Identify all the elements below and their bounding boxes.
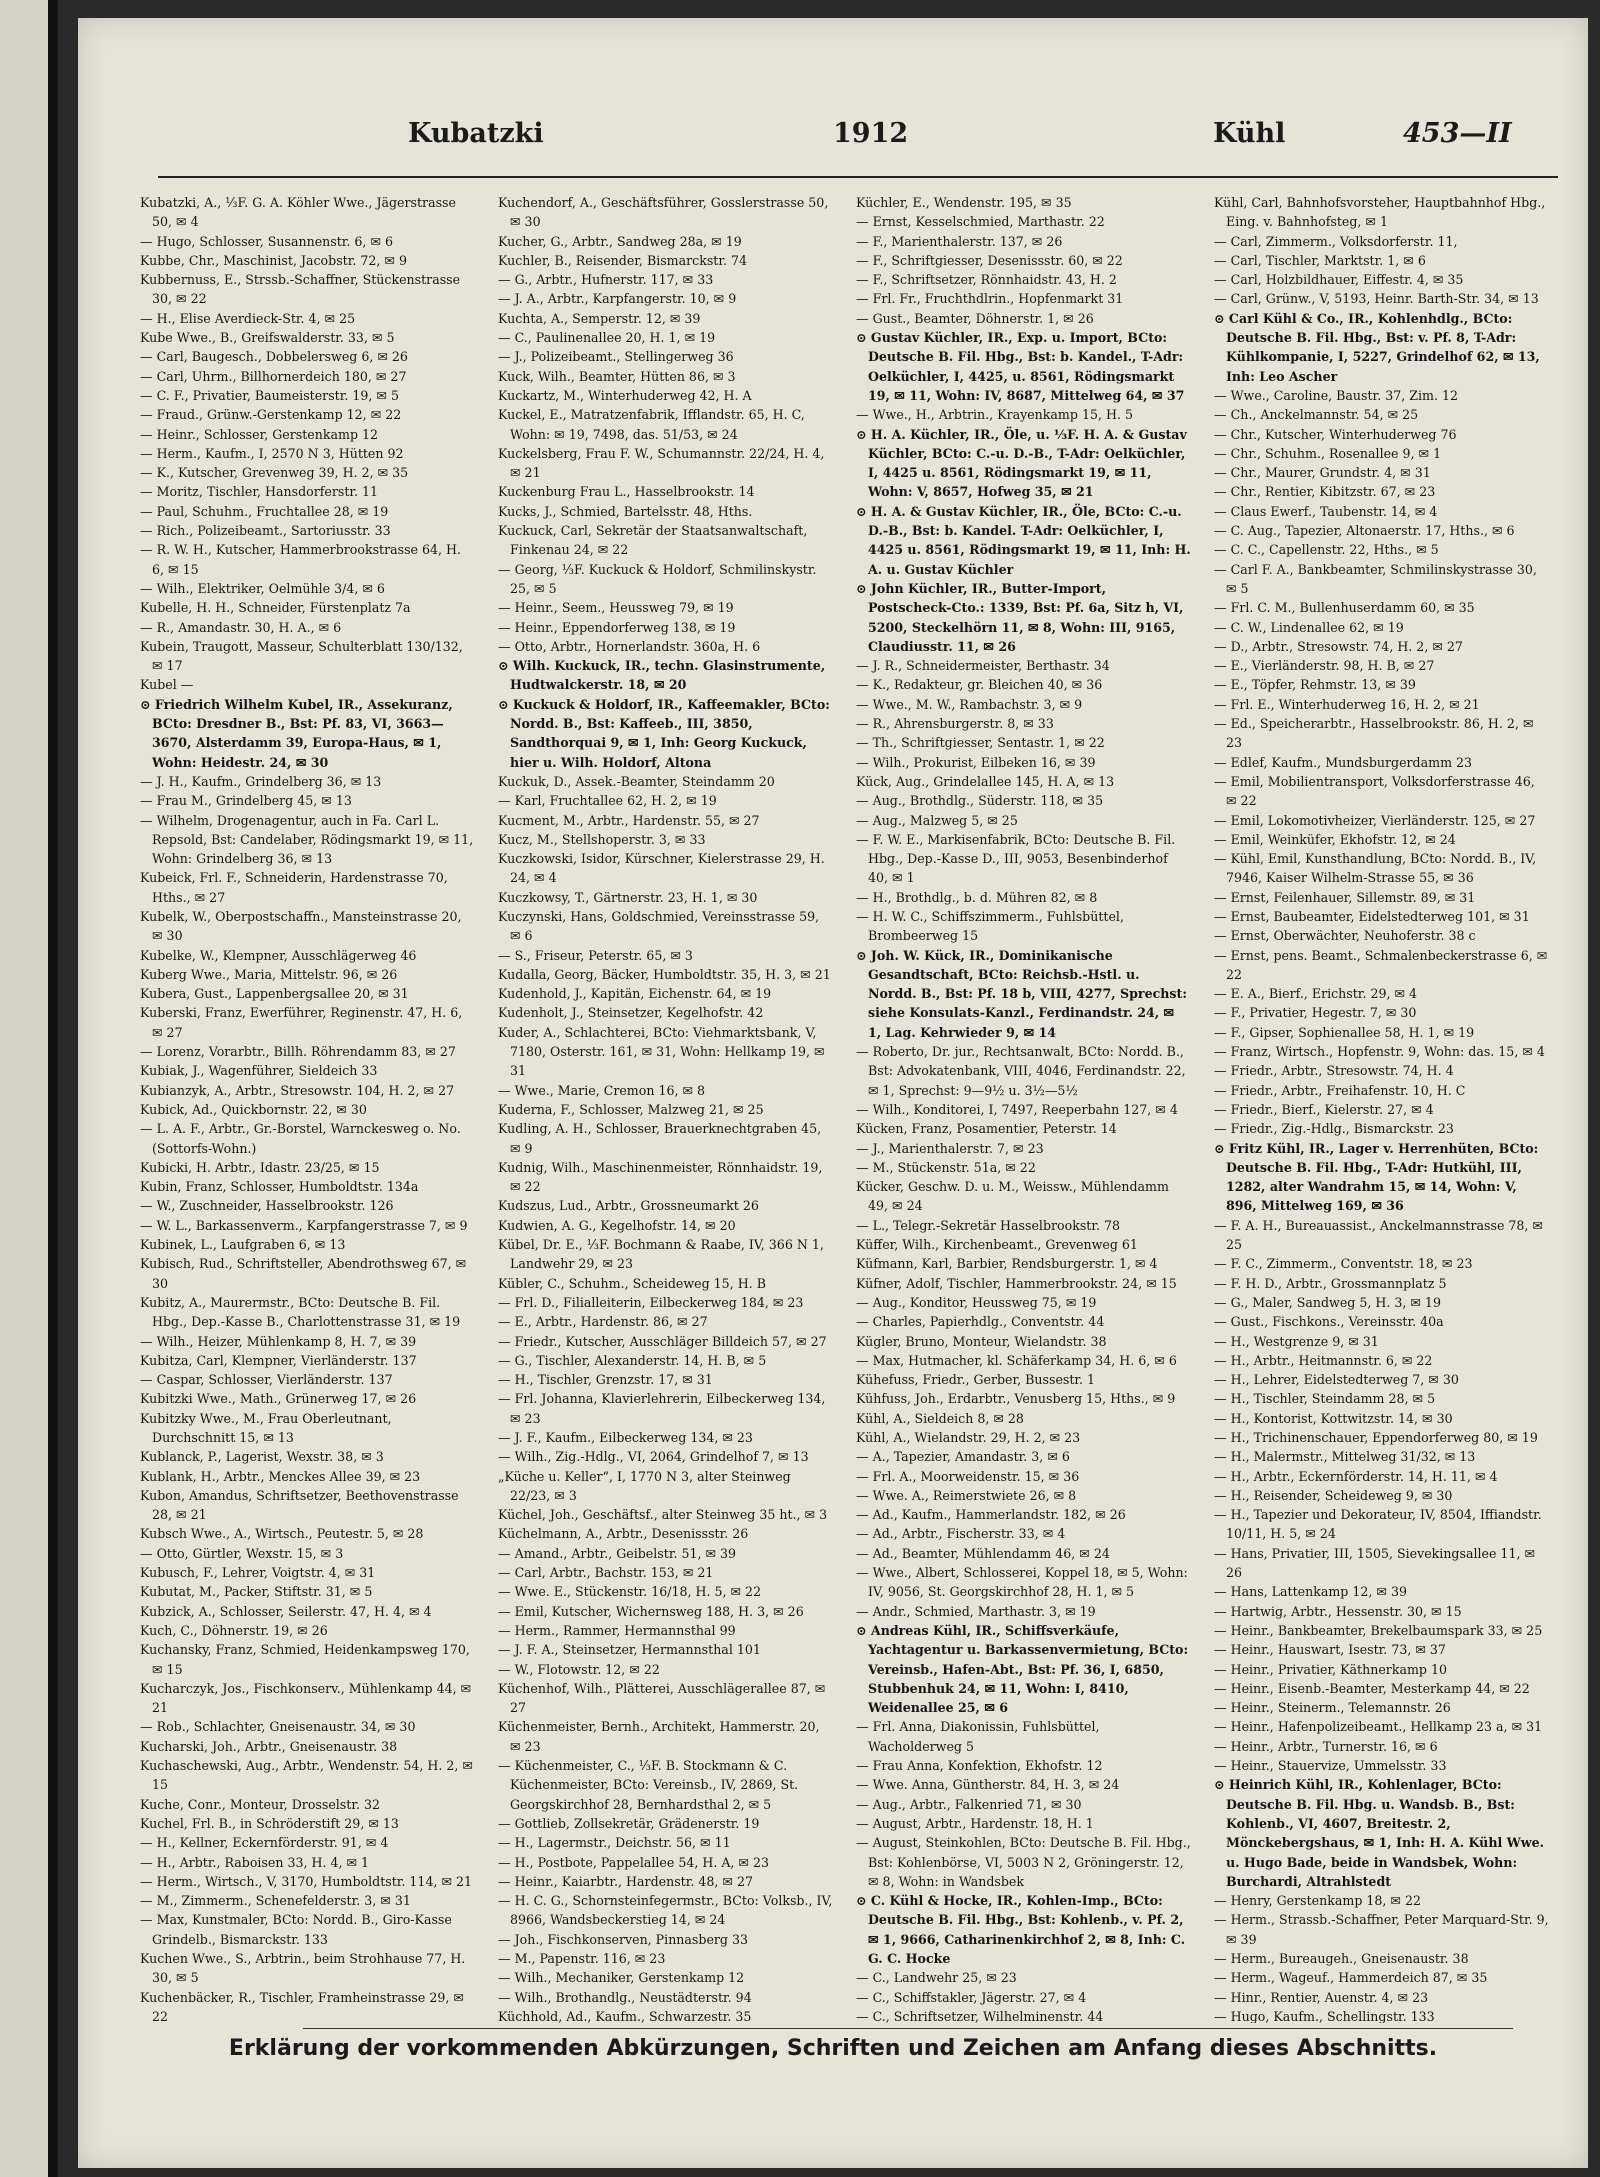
header-rule <box>158 176 1558 178</box>
directory-entry: Kubianzyk, A., Arbtr., Stresowstr. 104, H. 2, ✉ 27 <box>140 1082 455 1098</box>
directory-entry: Kubatzki, A., ⅓F. G. A. Köhler Wwe., Jägerstrasse 50, ✉ 4 <box>140 195 456 230</box>
directory-entry: — Chr., Kutscher, Winterhuderweg 76 <box>1214 426 1457 442</box>
directory-entry: — Wilh., Elektriker, Oelmühle 3/4, ✉ 6 <box>140 580 385 596</box>
directory-entry: — J. F. A., Steinsetzer, Hermannsthal 101 <box>498 1642 761 1658</box>
directory-entry: — R., Ahrensburgerstr. 8, ✉ 33 <box>856 716 1054 732</box>
directory-entry: — H. W. C., Schiffszimmerm., Fuhlsbüttel, Brombeerweg 15 <box>856 908 1124 944</box>
directory-entry: — Aug., Arbtr., Falkenried 71, ✉ 30 <box>856 1796 1082 1812</box>
directory-entry: — Ernst, Oberwächter, Neuhoferstr. 38 c <box>1214 928 1476 944</box>
directory-entry: Kuchenbäcker, R., Tischler, Framheinstrasse 29, ✉ 22 <box>140 1989 464 2023</box>
directory-entry: — Gottlieb, Zollsekretär, Grädenerstr. 19 <box>498 1815 760 1831</box>
header-last-entry: Kühl <box>1213 118 1286 149</box>
directory-entry: — Friedr., Zig.-Hdlg., Bismarckstr. 23 <box>1214 1121 1454 1137</box>
directory-entry: Kucharski, Joh., Arbtr., Gneisenaustr. 38 <box>140 1738 398 1754</box>
directory-entry: Küchenhof, Wilh., Plätterei, Ausschlägerallee 87, ✉ 27 <box>498 1680 826 1716</box>
directory-entry: Kube Wwe., B., Greifswalderstr. 33, ✉ 5 <box>140 330 395 346</box>
directory-entry: — Ernst, Kesselschmied, Marthastr. 22 <box>856 214 1105 230</box>
directory-entry: ⊙ John Küchler, IR., Butter-Import, Postscheck-Cto.: 1339, Bst: Pf. 6a, Sitz h, VI, 5200, Steckelhörn 11, ✉ 8, Wohn: III, 9165, Claudiusstr. 11, ✉ 26 <box>856 580 1184 654</box>
directory-entry: Kück, Aug., Grindelallee 145, H. A, ✉ 13 <box>856 773 1115 789</box>
directory-entry: Kubbe, Chr., Maschinist, Jacobstr. 72, ✉ 9 <box>140 252 407 268</box>
directory-entry: Kubick, Ad., Quickbornstr. 22, ✉ 30 <box>140 1101 367 1117</box>
directory-entry: Kübler, C., Schuhm., Scheideweg 15, H. B <box>498 1275 766 1291</box>
directory-entry: Küffer, Wilh., Kirchenbeamt., Grevenweg 61 <box>856 1237 1138 1253</box>
directory-entry: — Carl, Zimmerm., Volksdorferstr. 11, <box>1214 233 1458 249</box>
directory-entry: — D., Arbtr., Stresowstr. 74, H. 2, ✉ 27 <box>1214 638 1463 654</box>
directory-entry: — H., Tapezier und Dekorateur, IV, 8504, Iffiandstr. 10/11, H. 5, ✉ 24 <box>1214 1507 1542 1542</box>
directory-entry: — A., Tapezier, Amandastr. 3, ✉ 6 <box>856 1449 1070 1465</box>
directory-entry: — G., Maler, Sandweg 5, H. 3, ✉ 19 <box>1214 1294 1441 1310</box>
directory-entry: — Chr., Rentier, Kibitzstr. 67, ✉ 23 <box>1214 484 1436 500</box>
directory-entry: ⊙ Joh. W. Kück, IR., Dominikanische Gesandtschaft, BCto: Reichsb.-Hstl. u. Nordd. B., Bst: Pf. 18 b, VIII, 4277, Sprechst: siehe Konsulats-Kanzl., Ferdinandstr. 24, ✉ 1, Lag. Kehrwieder 9, ✉ 14 <box>856 947 1187 1040</box>
directory-entry: — Wwe., Albert, Schlosserei, Koppel 18, ✉ 5, Wohn: IV, 9056, St. Georgskirchhof 28, H. 1, ✉ 5 <box>856 1565 1188 1600</box>
directory-entry: — M., Stückenstr. 51a, ✉ 22 <box>856 1159 1036 1175</box>
directory-entry: — Wwe., H., Arbtrin., Krayenkamp 15, H. 5 <box>856 407 1133 423</box>
directory-entry: — K., Redakteur, gr. Bleichen 40, ✉ 36 <box>856 677 1103 693</box>
directory-entry: Kücker, Geschw. D. u. M., Weissw., Mühlendamm 49, ✉ 24 <box>856 1179 1169 1214</box>
directory-entry: — Emil, Kutscher, Wichernsweg 188, H. 3, ✉ 26 <box>498 1603 804 1619</box>
directory-entry: Kubelke, W., Klempner, Ausschlägerweg 46 <box>140 947 417 963</box>
directory-entry: — F., Schriftgiesser, Desenissstr. 60, ✉ 22 <box>856 252 1123 268</box>
directory-entry: Kubeick, Frl. F., Schneiderin, Hardenstrasse 70, Hths., ✉ 27 <box>140 870 448 905</box>
directory-entry: — August, Arbtr., Hardenstr. 18, H. 1 <box>856 1815 1094 1831</box>
directory-entry: — Georg, ⅓F. Kuckuck & Holdorf, Schmilinskystr. 25, ✉ 5 <box>498 561 817 596</box>
directory-entry: — Herm., Rammer, Hermannsthal 99 <box>498 1622 736 1638</box>
directory-entry: Kuch, C., Döhnerstr. 19, ✉ 26 <box>140 1622 328 1638</box>
directory-entry: — Herm., Kaufm., I, 2570 N 3, Hütten 92 <box>140 445 404 461</box>
directory-entry: — Herm., Strassb.-Schaffner, Peter Marquard-Str. 9, ✉ 39 <box>1214 1912 1549 1947</box>
directory-entry: — Otto, Gürtler, Wexstr. 15, ✉ 3 <box>140 1545 344 1561</box>
directory-entry: — J. A., Arbtr., Karpfangerstr. 10, ✉ 9 <box>498 291 737 307</box>
directory-entry: Kuck, Wilh., Beamter, Hütten 86, ✉ 3 <box>498 368 736 384</box>
directory-entry: — H., Arbtr., Eckernförderstr. 14, H. 11, ✉ 4 <box>1214 1468 1498 1484</box>
directory-entry: Kühl, Carl, Bahnhofsvorsteher, Hauptbahnhof Hbg., Eing. v. Bahnhofsteg, ✉ 1 <box>1214 195 1546 230</box>
directory-entry: Kubera, Gust., Lappenbergsallee 20, ✉ 31 <box>140 986 409 1002</box>
directory-entry: — Carl, Uhrm., Billhornerdeich 180, ✉ 27 <box>140 368 407 384</box>
directory-entry: — Frl. Johanna, Klavierlehrerin, Eilbeckerweg 134, ✉ 23 <box>498 1391 826 1426</box>
directory-entry: Kucks, J., Schmied, Bartelsstr. 48, Hths. <box>498 503 753 519</box>
directory-entry: Kubutat, M., Packer, Stiftstr. 31, ✉ 5 <box>140 1584 373 1600</box>
directory-entry: — Heinr., Arbtr., Turnerstr. 16, ✉ 6 <box>1214 1738 1438 1754</box>
directory-entry: — Herm., Wirtsch., V, 3170, Humboldtstr. 114, ✉ 21 <box>140 1873 473 1889</box>
directory-entry: — Wwe. A., Reimerstwiete 26, ✉ 8 <box>856 1487 1077 1503</box>
directory-entry: — Ad., Kaufm., Hammerlandstr. 182, ✉ 26 <box>856 1507 1126 1523</box>
directory-entry: — Wilh., Heizer, Mühlenkamp 8, H. 7, ✉ 39 <box>140 1333 417 1349</box>
directory-entry: — H. C. G., Schornsteinfegermstr., BCto: Volksb., IV, 8966, Wandsbeckerstieg 14, ✉ 24 <box>498 1893 833 1928</box>
previous-page-edge <box>0 0 58 2177</box>
directory-entry: — E., Töpfer, Rehmstr. 13, ✉ 39 <box>1214 677 1416 693</box>
directory-entry: — Wilhelm, Drogenagentur, auch in Fa. Carl L. Repsold, Bst: Candelaber, Rödingsmarkt 19, ✉ 11, Wohn: Grindelberg 36, ✉ 13 <box>140 812 474 867</box>
directory-entry: Kühl, A., Wielandstr. 29, H. 2, ✉ 23 <box>856 1430 1081 1445</box>
directory-entry: — J. H., Kaufm., Grindelberg 36, ✉ 13 <box>140 773 382 789</box>
directory-entry: Kudszus, Lud., Arbtr., Grossneumarkt 26 <box>498 1198 759 1214</box>
directory-entry: Kublank, H., Arbtr., Menckes Allee 39, ✉ 23 <box>140 1468 421 1484</box>
directory-entry: — Max, Kunstmaler, BCto: Nordd. B., Giro-Kasse Grindelb., Bismarckstr. 133 <box>140 1912 452 1947</box>
directory-entry: ⊙ Andreas Kühl, IR., Schiffsverkäufe, Yachtagentur u. Barkassenvermietung, BCto: Vereinsb., Hafen-Abt., Bst: Pf. 36, I, 6850, Stubbenhuk 24, ✉ 11, Wohn: I, 8410, Weidenallee 25, ✉ 6 <box>856 1622 1189 1716</box>
directory-entry: Kubitzki Wwe., Math., Grünerweg 17, ✉ 26 <box>140 1391 417 1407</box>
directory-entry: — Joh., Fischkonserven, Pinnasberg 33 <box>498 1931 749 1947</box>
directory-entry: Kubitza, Carl, Klempner, Vierländerstr. 137 <box>140 1352 417 1368</box>
directory-entry: Kubitz, A., Maurermstr., BCto: Deutsche B. Fil. Hbg., Dep.-Kasse B., Charlottenstrasse 31, ✉ 19 <box>140 1294 461 1330</box>
directory-entry: — H., Malermstr., Mittelweg 31/32, ✉ 13 <box>1214 1449 1476 1465</box>
directory-entry: — Aug., Brothdlg., Süderstr. 118, ✉ 35 <box>856 793 1104 809</box>
directory-entry: — Friedr., Kutscher, Ausschläger Billdeich 57, ✉ 27 <box>498 1333 827 1349</box>
directory-entry: Kudenholt, J., Steinsetzer, Kegelhofstr. 42 <box>498 1005 764 1021</box>
directory-entry: — Kühl, Emil, Kunsthandlung, BCto: Nordd. B., IV, 7946, Kaiser Wilhelm-Strasse 55, ✉ 36 <box>1214 851 1537 886</box>
directory-entry: — Claus Ewerf., Taubenstr. 14, ✉ 4 <box>1214 503 1438 519</box>
directory-entry: — Friedr., Arbtr., Stresowstr. 74, H. 4 <box>1214 1063 1454 1079</box>
page-header <box>78 118 1588 168</box>
directory-entry: Kuchen Wwe., S., Arbtrin., beim Strohhause 77, H. 30, ✉ 5 <box>140 1951 466 1986</box>
column-3 <box>856 193 1191 2023</box>
directory-entry: — M., Papenstr. 116, ✉ 23 <box>498 1951 666 1967</box>
header-year: 1912 <box>833 118 909 149</box>
directory-entry: Kühefuss, Friedr., Gerber, Bussestr. 1 <box>856 1372 1096 1388</box>
directory-entry: — Heinr., Seem., Heussweg 79, ✉ 19 <box>498 600 734 616</box>
directory-entry: — Rob., Schlachter, Gneisenaustr. 34, ✉ 30 <box>140 1719 416 1735</box>
directory-page <box>78 18 1588 2168</box>
directory-entry: — Heinr., Privatier, Käthnerkamp 10 <box>1214 1661 1447 1677</box>
directory-entry: Kubbernuss, E., Strssb.-Schaffner, Stückenstrasse 30, ✉ 22 <box>140 272 461 307</box>
directory-entry: — H., Tischler, Steindamm 28, ✉ 5 <box>1214 1391 1436 1407</box>
directory-entry: Kudalla, Georg, Bäcker, Humboldtstr. 35, H. 3, ✉ 21 <box>498 966 831 982</box>
directory-entry: — C., Paulinenallee 20, H. 1, ✉ 19 <box>498 330 716 346</box>
directory-entry: — H., Kellner, Eckernförderstr. 91, ✉ 4 <box>140 1835 389 1851</box>
directory-entry: — C., Schriftsetzer, Wilhelminenstr. 44 <box>856 2008 1104 2023</box>
directory-entry: — Frl. D., Filialleiterin, Eilbeckerweg 184, ✉ 23 <box>498 1294 804 1310</box>
directory-entry: — Hinr., Rentier, Auenstr. 4, ✉ 23 <box>1214 1989 1429 2005</box>
directory-entry: — Hans, Lattenkamp 12, ✉ 39 <box>1214 1584 1407 1600</box>
directory-entry: Kuchaschewski, Aug., Arbtr., Wendenstr. 54, H. 2, ✉ 15 <box>140 1758 473 1793</box>
directory-entry: — Carl, Arbtr., Bachstr. 153, ✉ 21 <box>498 1565 714 1581</box>
directory-entry: Kubinek, L., Laufgraben 6, ✉ 13 <box>140 1237 346 1253</box>
directory-entry: Kuche, Conr., Monteur, Drosselstr. 32 <box>140 1796 380 1812</box>
directory-entry: Kubusch, F., Lehrer, Voigtstr. 4, ✉ 31 <box>140 1565 376 1581</box>
directory-entry: Kucz, M., Stellshoperstr. 3, ✉ 33 <box>498 831 706 847</box>
directory-entry: — L., Telegr.-Sekretär Hasselbrookstr. 78 <box>856 1217 1121 1233</box>
directory-entry: — Chr., Maurer, Grundstr. 4, ✉ 31 <box>1214 465 1431 481</box>
directory-entry: — Hugo, Schlosser, Susannenstr. 6, ✉ 6 <box>140 233 394 249</box>
directory-entry: Küchler, E., Wendenstr. 195, ✉ 35 <box>856 195 1072 210</box>
directory-entry: Kubitzky Wwe., M., Frau Oberleutnant, Durchschnitt 15, ✉ 13 <box>140 1410 392 1445</box>
directory-entry: — Friedr., Arbtr., Freihafenstr. 10, H. C <box>1214 1082 1466 1098</box>
directory-entry: ⊙ Gustav Küchler, IR., Exp. u. Import, BCto: Deutsche B. Fil. Hbg., Bst: b. Kandel., T-Adr: Oelküchler, I, 4425, u. 8561, Rödingsmarkt 19, ✉ 11, Wohn: IV, 8687, Mittelweg 64, ✉ 37 <box>856 330 1185 403</box>
directory-entry: — G., Arbtr., Hufnerstr. 117, ✉ 33 <box>498 272 714 288</box>
directory-entry: Kuckuk, D., Assek.-Beamter, Steindamm 20 <box>498 773 775 789</box>
column-4 <box>1214 193 1549 2023</box>
directory-entry: — Frl. A., Moorweidenstr. 15, ✉ 36 <box>856 1468 1080 1484</box>
directory-entry: Kuberski, Franz, Ewerführer, Reginenstr. 47, H. 6, ✉ 27 <box>140 1005 463 1040</box>
directory-entry: — H., Westgrenze 9, ✉ 31 <box>1214 1333 1379 1349</box>
directory-entry: — Aug., Malzweg 5, ✉ 25 <box>856 812 1018 828</box>
directory-entry: ⊙ Wilh. Kuckuck, IR., techn. Glasinstrumente, Hudtwalckerstr. 18, ✉ 20 <box>498 658 826 693</box>
directory-entry: — F., Marienthalerstr. 137, ✉ 26 <box>856 233 1063 249</box>
directory-entry: Kubelk, W., Oberpostschaffn., Mansteinstrasse 20, ✉ 30 <box>140 908 462 944</box>
directory-entry: — C. W., Lindenallee 62, ✉ 19 <box>1214 619 1404 635</box>
directory-entry: — Ad., Beamter, Mühlendamm 46, ✉ 24 <box>856 1545 1110 1561</box>
directory-entry: Kucharczyk, Jos., Fischkonserv., Mühlenkamp 44, ✉ 21 <box>140 1680 472 1716</box>
directory-entry: — R., Amandastr. 30, H. A., ✉ 6 <box>140 619 342 635</box>
directory-entry: Kuckelsberg, Frau F. W., Schumannstr. 22/24, H. 4, ✉ 21 <box>498 445 825 481</box>
directory-entry: Kuder, A., Schlachterei, BCto: Viehmarktsbank, V, 7180, Osterstr. 161, ✉ 31, Wohn: Hellkamp 19, ✉ 31 <box>498 1024 825 1079</box>
directory-entry: — L. A. F., Arbtr., Gr.-Borstel, Warnckesweg o. No. (Sottorfs-Wohn.) <box>140 1121 461 1156</box>
directory-entry: — Herm., Bureaugeh., Gneisenaustr. 38 <box>1214 1951 1469 1967</box>
directory-entry: — Heinr., Steinerm., Telemannstr. 26 <box>1214 1700 1451 1716</box>
directory-entry: Kubzick, A., Schlosser, Seilerstr. 47, H. 4, ✉ 4 <box>140 1603 432 1619</box>
directory-entry: ⊙ Heinrich Kühl, IR., Kohlenlager, BCto: Deutsche B. Fil. Hbg. u. Wandsb. B., Bst: Kohlenb., VI, 4607, Breitestr. 2, Mönckebergshaus, ✉ 1, Inh: H. A. Kühl Wwe. u. Hugo Bade, beide in Wandsbek, Wohn: Burchardi, Altrahlstedt <box>1214 1777 1545 1889</box>
directory-entry: Kügler, Bruno, Monteur, Wielandstr. 38 <box>856 1333 1107 1349</box>
directory-entry: — Heinr., Eppendorferweg 138, ✉ 19 <box>498 619 736 635</box>
directory-entry: Kubein, Traugott, Masseur, Schulterblatt 130/132, ✉ 17 <box>140 638 463 674</box>
directory-entry: — C. Aug., Tapezier, Altonaerstr. 17, Hths., ✉ 6 <box>1214 523 1515 539</box>
directory-entry: — Wilh., Brothandlg., Neustädterstr. 94 <box>498 1989 752 2005</box>
directory-entry: — Rich., Polizeibeamt., Sartoriusstr. 33 <box>140 523 391 539</box>
directory-entry: — Hans, Privatier, III, 1505, Sievekingsallee 11, ✉ 26 <box>1214 1545 1536 1581</box>
directory-entry: — Hartwig, Arbtr., Hessenstr. 30, ✉ 15 <box>1214 1603 1462 1619</box>
directory-entry: — Max, Hutmacher, kl. Schäferkamp 34, H. 6, ✉ 6 <box>856 1352 1177 1368</box>
directory-entry: — Friedr., Bierf., Kielerstr. 27, ✉ 4 <box>1214 1101 1434 1117</box>
directory-entry: Kucment, M., Arbtr., Hardenstr. 55, ✉ 27 <box>498 812 760 828</box>
directory-entry: Kuchel, Frl. B., in Schröderstift 29, ✉ 13 <box>140 1815 399 1831</box>
column-2 <box>498 193 833 2023</box>
directory-entry: — Andr., Schmied, Marthastr. 3, ✉ 19 <box>856 1603 1096 1619</box>
directory-entry: Küchelmann, A., Arbtr., Desenissstr. 26 <box>498 1526 749 1542</box>
directory-entry: — Herm., Wageuf., Hammerdeich 87, ✉ 35 <box>1214 1970 1488 1986</box>
directory-entry: Kubon, Amandus, Schriftsetzer, Beethovenstrasse 28, ✉ 21 <box>140 1487 459 1523</box>
directory-entry: Kühfuss, Joh., Erdarbtr., Venusberg 15, Hths., ✉ 9 <box>856 1391 1176 1407</box>
directory-entry: — W. L., Barkassenverm., Karpfangerstrasse 7, ✉ 9 <box>140 1217 468 1233</box>
directory-entry: — Chr., Schuhm., Rosenallee 9, ✉ 1 <box>1214 445 1442 461</box>
directory-entry: — Wilh., Mechaniker, Gerstenkamp 12 <box>498 1970 745 1986</box>
directory-entry: — F. H. D., Arbtr., Grossmannplatz 5 <box>1214 1275 1447 1291</box>
directory-entry: — S., Friseur, Peterstr. 65, ✉ 3 <box>498 947 693 963</box>
directory-entry: — Paul, Schuhm., Fruchtallee 28, ✉ 19 <box>140 503 389 519</box>
directory-entry: Kühl, A., Sieldeich 8, ✉ 28 <box>856 1410 1024 1426</box>
directory-entry: Kubiak, J., Wagenführer, Sieldeich 33 <box>140 1063 378 1079</box>
directory-entry: — Fraud., Grünw.-Gerstenkamp 12, ✉ 22 <box>140 407 402 423</box>
directory-entry: Kudnig, Wilh., Maschinenmeister, Rönnhaidstr. 19, ✉ 22 <box>498 1159 823 1195</box>
directory-entry: — M., Zimmerm., Schenefelderstr. 3, ✉ 31 <box>140 1893 411 1909</box>
directory-columns <box>140 193 1570 2023</box>
directory-entry: — Frl. Anna, Diakonissin, Fuhlsbüttel, Wacholderweg 5 <box>856 1719 1100 1754</box>
directory-entry: — J., Marienthalerstr. 7, ✉ 23 <box>856 1140 1044 1156</box>
directory-entry: — Wilh., Konditorei, I, 7497, Reeperbahn 127, ✉ 4 <box>856 1101 1178 1117</box>
directory-entry: Kubicki, H. Arbtr., Idastr. 23/25, ✉ 15 <box>140 1159 380 1175</box>
directory-entry: — Frl. Fr., Fruchthdlrin., Hopfenmarkt 31 <box>856 291 1124 307</box>
directory-entry: — August, Steinkohlen, BCto: Deutsche B. Fil. Hbg., Bst: Kohlenbörse, VI, 5003 N 2, Gröningerstr. 12, ✉ 8, Wohn: in Wandsbek <box>856 1835 1191 1889</box>
directory-entry: Kudenhold, J., Kapitän, Eichenstr. 64, ✉ 19 <box>498 986 772 1002</box>
directory-entry: — Lorenz, Vorarbtr., Billh. Röhrendamm 83, ✉ 27 <box>140 1044 456 1060</box>
book-gutter <box>48 0 58 2177</box>
directory-entry: — F. W. E., Markisenfabrik, BCto: Deutsche B. Fil. Hbg., Dep.-Kasse D., III, 9053, Besenbinderhof 40, ✉ 1 <box>856 831 1176 886</box>
column-1 <box>140 193 475 2023</box>
directory-entry: — Wwe. Anna, Güntherstr. 84, H. 3, ✉ 24 <box>856 1777 1120 1793</box>
abbreviations-note: Erklärung der vorkommenden Abkürzungen, Schriften und Zeichen am Anfang dieses Abschnitts. <box>228 2036 1438 2061</box>
directory-entry: Kuberg Wwe., Maria, Mittelstr. 96, ✉ 26 <box>140 966 398 982</box>
directory-entry: — Heinr., Kaiarbtr., Hardenstr. 48, ✉ 27 <box>498 1873 753 1889</box>
directory-entry: „Küche u. Keller“, I, 1770 N 3, alter Steinweg 22/23, ✉ 3 <box>498 1468 791 1503</box>
directory-entry: — H., Trichinenschauer, Eppendorferweg 80, ✉ 19 <box>1214 1430 1538 1445</box>
directory-entry: Kuchansky, Franz, Schmied, Heidenkampsweg 170, ✉ 15 <box>140 1642 470 1677</box>
directory-entry: — Roberto, Dr. jur., Rechtsanwalt, BCto: Nordd. B., Bst: Advokatenbank, VIII, 4046, Ferdinandstr. 22, ✉ 1, Sprechst: 9—9½ u. 3½—5½ <box>856 1044 1186 1098</box>
directory-entry: — W., Zuschneider, Hasselbrookstr. 126 <box>140 1198 394 1214</box>
directory-entry: — J. R., Schneidermeister, Berthastr. 34 <box>856 658 1110 674</box>
directory-entry: — Frl. C. M., Bullenhuserdamm 60, ✉ 35 <box>1214 600 1475 616</box>
directory-entry: — Frl. E., Winterhuderweg 16, H. 2, ✉ 21 <box>1214 696 1480 712</box>
directory-entry: — Aug., Konditor, Heussweg 75, ✉ 19 <box>856 1294 1097 1310</box>
directory-entry: — Wilh., Prokurist, Eilbeken 16, ✉ 39 <box>856 754 1096 770</box>
directory-entry: — Küchenmeister, C., ⅓F. B. Stockmann & C. Küchenmeister, BCto: Vereinsb., IV, 2869, St. Georgskirchhof 28, Bernhardsthal 2, ✉ 5 <box>498 1758 799 1812</box>
directory-entry: — Franz, Wirtsch., Hopfenstr. 9, Wohn: das. 15, ✉ 4 <box>1214 1044 1545 1060</box>
directory-entry: — Ch., Anckelmannstr. 54, ✉ 25 <box>1214 407 1419 423</box>
directory-entry: Küchhold, Ad., Kaufm., Schwarzestr. 35 <box>498 2008 752 2023</box>
directory-entry: Kubelle, H. H., Schneider, Fürstenplatz 7a <box>140 600 411 616</box>
directory-entry: Kubel — <box>140 677 194 693</box>
directory-entry: — Wwe., Caroline, Baustr. 37, Zim. 12 <box>1214 387 1458 403</box>
directory-entry: — E. A., Bierf., Erichstr. 29, ✉ 4 <box>1214 986 1418 1002</box>
directory-entry: — F. C., Zimmerm., Conventstr. 18, ✉ 23 <box>1214 1256 1473 1272</box>
directory-entry: — Ernst, pens. Beamt., Schmalenbeckerstrasse 6, ✉ 22 <box>1214 947 1548 982</box>
directory-entry: — Carl, Grünw., V, 5193, Heinr. Barth-Str. 34, ✉ 13 <box>1214 291 1539 307</box>
directory-entry: Kücken, Franz, Posamentier, Peterstr. 14 <box>856 1121 1117 1137</box>
directory-entry: Kuckartz, M., Winterhuderweg 42, H. A <box>498 387 752 403</box>
directory-entry: ⊙ H. A. & Gustav Küchler, IR., Öle, BCto: C.-u. D.-B., Bst: b. Kandel. T-Adr: Oelküchler, I, 4425 u. 8561, Rödingsmarkt 19, ✉ 11, Inh: H. A. u. Gustav Küchler <box>856 503 1191 577</box>
directory-entry: — Gust., Beamter, Döhnerstr. 1, ✉ 26 <box>856 310 1094 326</box>
directory-entry: — H., Arbtr., Raboisen 33, H. 4, ✉ 1 <box>140 1854 370 1870</box>
directory-entry: — Wilh., Zig.-Hdlg., VI, 2064, Grindelhof 7, ✉ 13 <box>498 1449 809 1465</box>
directory-entry: Kuckel, E., Matratzenfabrik, Ifflandstr. 65, H. C, Wohn: ✉ 19, 7498, das. 51/53, ✉ 24 <box>498 407 805 442</box>
directory-entry: Kuchler, B., Reisender, Bismarckstr. 74 <box>498 252 748 268</box>
directory-entry: — Carl, Baugesch., Dobbelersweg 6, ✉ 26 <box>140 349 408 365</box>
directory-entry: — C., Schiffstakler, Jägerstr. 27, ✉ 4 <box>856 1989 1087 2005</box>
directory-entry: — Charles, Papierhdlg., Conventstr. 44 <box>856 1314 1105 1330</box>
directory-entry: — Karl, Fruchtallee 62, H. 2, ✉ 19 <box>498 793 717 809</box>
directory-entry: — Heinr., Hafenpolizeibeamt., Hellkamp 23 a, ✉ 31 <box>1214 1719 1543 1735</box>
directory-entry: — Emil, Mobilientransport, Volksdorferstrasse 46, ✉ 22 <box>1214 773 1535 809</box>
header-first-entry: Kubatzki <box>408 118 544 149</box>
directory-entry: ⊙ Fritz Kühl, IR., Lager v. Herrenhüten, BCto: Deutsche B. Fil. Hbg., T-Adr: Hutkühl, III, 1282, alter Wandrahm 15, ✉ 14, Wohn: V, 896, Mittelweg 169, ✉ 36 <box>1214 1140 1539 1214</box>
directory-entry: Kublanck, P., Lagerist, Wexstr. 38, ✉ 3 <box>140 1449 384 1465</box>
directory-entry: ⊙ H. A. Küchler, IR., Öle, u. ⅓F. H. A. & Gustav Küchler, BCto: C.-u. D.-B., T-Adr: Oelküchler, I, 4425 u. 8561, Rödingsmarkt 19, ✉ 11, Wohn: V, 8657, Hofweg 35, ✉ 21 <box>856 426 1187 500</box>
directory-entry: — H., Arbtr., Heitmannstr. 6, ✉ 22 <box>1214 1352 1433 1368</box>
directory-entry: — E., Vierländerstr. 98, H. B, ✉ 27 <box>1214 658 1435 674</box>
directory-entry: Kuczynski, Hans, Goldschmied, Vereinsstrasse 59, ✉ 6 <box>498 908 820 944</box>
directory-entry: — Heinr., Hauswart, Isestr. 73, ✉ 37 <box>1214 1642 1446 1658</box>
directory-entry: — Carl, Tischler, Marktstr. 1, ✉ 6 <box>1214 252 1426 268</box>
directory-entry: Kuczkowsy, T., Gärtnerstr. 23, H. 1, ✉ 30 <box>498 889 758 905</box>
directory-entry: — Caspar, Schlosser, Vierländerstr. 137 <box>140 1372 393 1388</box>
directory-entry: Kuckenburg Frau L., Hasselbrookstr. 14 <box>498 484 755 500</box>
directory-entry: — C., Landwehr 25, ✉ 23 <box>856 1970 1017 1986</box>
directory-entry: — Edlef, Kaufm., Mundsburgerdamm 23 <box>1214 754 1473 770</box>
directory-entry: — C. C., Capellenstr. 22, Hths., ✉ 5 <box>1214 542 1439 558</box>
directory-entry: Kuderna, F., Schlosser, Malzweg 21, ✉ 25 <box>498 1101 764 1117</box>
directory-entry: — Ed., Speicherarbtr., Hasselbrookstr. 86, H. 2, ✉ 23 <box>1214 716 1534 751</box>
directory-entry: Kudwien, A. G., Kegelhofstr. 14, ✉ 20 <box>498 1217 736 1233</box>
directory-entry: ⊙ Carl Kühl & Co., IR., Kohlenhdlg., BCto: Deutsche B. Fil. Hbg., Bst: v. Pf. 8, T-Adr: Kühlkompanie, I, 5227, Grindelhof 62, ✉ 13, Inh: Leo Ascher <box>1214 310 1540 384</box>
directory-entry: — C. F., Privatier, Baumeisterstr. 19, ✉ 5 <box>140 387 399 403</box>
directory-entry: Kuchta, A., Semperstr. 12, ✉ 39 <box>498 310 701 326</box>
directory-entry: — H., Lehrer, Eidelstedterweg 7, ✉ 30 <box>1214 1372 1459 1388</box>
directory-entry: — Emil, Weinküfer, Ekhofstr. 12, ✉ 24 <box>1214 831 1456 847</box>
directory-entry: — H., Lagermstr., Deichstr. 56, ✉ 11 <box>498 1835 731 1851</box>
directory-entry: — H., Postbote, Pappelallee 54, H. A, ✉ 23 <box>498 1854 770 1870</box>
directory-entry: — H., Elise Averdieck-Str. 4, ✉ 25 <box>140 310 356 326</box>
directory-entry: — Ernst, Feilenhauer, Sillemstr. 89, ✉ 31 <box>1214 889 1476 905</box>
directory-entry: — Wwe., Marie, Cremon 16, ✉ 8 <box>498 1082 706 1098</box>
directory-entry: — Wwe. E., Stückenstr. 16/18, H. 5, ✉ 22 <box>498 1584 762 1600</box>
directory-entry: — F., Schriftsetzer, Rönnhaidstr. 43, H. 2 <box>856 272 1117 288</box>
directory-entry: — Heinr., Stauervize, Ummelsstr. 33 <box>1214 1758 1447 1774</box>
directory-entry: Kuchendorf, A., Geschäftsführer, Gosslerstrasse 50, ✉ 30 <box>498 195 829 230</box>
directory-entry: — E., Arbtr., Hardenstr. 86, ✉ 27 <box>498 1314 708 1330</box>
directory-entry: ⊙ C. Kühl & Hocke, IR., Kohlen-Imp., BCto: Deutsche B. Fil. Hbg., Bst: Kohlenb., v. Pf. 2, ✉ 1, 9666, Catharinenkirchhof 2, ✉ 8, Inh: C. G. C. Hocke <box>856 1893 1186 1967</box>
directory-entry: — Otto, Arbtr., Hornerlandstr. 360a, H. 6 <box>498 638 761 654</box>
directory-entry: — Ernst, Baubeamter, Eidelstedterweg 101, ✉ 31 <box>1214 908 1530 924</box>
directory-entry: — Heinr., Bankbeamter, Brekelbaumspark 33, ✉ 25 <box>1214 1622 1543 1638</box>
directory-entry: Kucher, G., Arbtr., Sandweg 28a, ✉ 19 <box>498 233 742 249</box>
directory-entry: Kuckuck, Carl, Sekretär der Staatsanwaltschaft, Finkenau 24, ✉ 22 <box>498 523 808 558</box>
directory-entry: — Frau M., Grindelberg 45, ✉ 13 <box>140 793 352 809</box>
directory-entry: Kubisch, Rud., Schriftsteller, Abendrothsweg 67, ✉ 30 <box>140 1256 467 1291</box>
directory-entry: — F., Privatier, Hegestr. 7, ✉ 30 <box>1214 1005 1417 1021</box>
directory-entry: — F., Gipser, Sophienallee 58, H. 1, ✉ 19 <box>1214 1024 1475 1040</box>
page-number: 453—II <box>1403 118 1512 149</box>
directory-entry: — Frau Anna, Konfektion, Ekhofstr. 12 <box>856 1758 1103 1774</box>
directory-entry: Kubin, Franz, Schlosser, Humboldtstr. 134a <box>140 1179 419 1195</box>
directory-entry: — F. A. H., Bureauassist., Anckelmannstrasse 78, ✉ 25 <box>1214 1217 1543 1253</box>
directory-entry: Kubsch Wwe., A., Wirtsch., Peutestr. 5, ✉ 28 <box>140 1526 424 1542</box>
directory-entry: — J., Polizeibeamt., Stellingerweg 36 <box>498 349 734 365</box>
directory-entry: Kuczkowski, Isidor, Kürschner, Kielerstrasse 29, H. 24, ✉ 4 <box>498 851 825 886</box>
directory-entry: — Ad., Arbtr., Fischerstr. 33, ✉ 4 <box>856 1526 1066 1542</box>
directory-entry: — Hugo, Kaufm., Schellingstr. 133 <box>1214 2008 1435 2023</box>
directory-entry: — H., Reisender, Scheideweg 9, ✉ 30 <box>1214 1487 1453 1503</box>
directory-entry: — Henry, Gerstenkamp 18, ✉ 22 <box>1214 1893 1421 1909</box>
directory-entry: — G., Tischler, Alexanderstr. 14, H. B, ✉ 5 <box>498 1352 767 1368</box>
directory-entry: — Heinr., Eisenb.-Beamter, Mesterkamp 44, ✉ 22 <box>1214 1680 1530 1696</box>
directory-entry: — Carl, Holzbildhauer, Eiffestr. 4, ✉ 35 <box>1214 272 1464 288</box>
directory-entry: Kudling, A. H., Schlosser, Brauerknechtgraben 45, ✉ 9 <box>498 1121 822 1156</box>
directory-entry: — W., Flotowstr. 12, ✉ 22 <box>498 1661 660 1677</box>
directory-entry: Kübel, Dr. E., ⅓F. Bochmann & Raabe, IV, 366 N 1, Landwehr 29, ✉ 23 <box>498 1237 824 1272</box>
directory-entry: — Amand., Arbtr., Geibelstr. 51, ✉ 39 <box>498 1545 737 1561</box>
directory-entry: Küfner, Adolf, Tischler, Hammerbrookstr. 24, ✉ 15 <box>856 1275 1177 1291</box>
directory-entry: — Heinr., Schlosser, Gerstenkamp 12 <box>140 426 379 442</box>
directory-entry: — Carl F. A., Bankbeamter, Schmilinskystrasse 30, ✉ 5 <box>1214 561 1537 596</box>
directory-entry: — Th., Schriftgiesser, Sentastr. 1, ✉ 22 <box>856 735 1105 751</box>
directory-entry: Küchenmeister, Bernh., Architekt, Hammerstr. 20, ✉ 23 <box>498 1719 820 1754</box>
directory-entry: — Emil, Lokomotivheizer, Vierländerstr. 125, ✉ 27 <box>1214 812 1536 828</box>
directory-entry: — Wwe., M. W., Rambachstr. 3, ✉ 9 <box>856 696 1083 712</box>
directory-entry: — H., Brothdlg., b. d. Mühren 82, ✉ 8 <box>856 889 1098 905</box>
directory-entry: — J. F., Kaufm., Eilbeckerweg 134, ✉ 23 <box>498 1430 753 1445</box>
directory-entry: — H., Kontorist, Kottwitzstr. 14, ✉ 30 <box>1214 1410 1453 1426</box>
directory-entry: — K., Kutscher, Grevenweg 39, H. 2, ✉ 35 <box>140 465 409 481</box>
directory-entry: ⊙ Friedrich Wilhelm Kubel, IR., Assekuranz, BCto: Dresdner B., Bst: Pf. 83, VI, 3663—3670, Alsterdamm 39, Europa-Haus, ✉ 1, Wohn: Heidestr. 24, ✉ 30 <box>140 696 453 770</box>
footer-rule <box>303 2028 1513 2029</box>
directory-entry: — Gust., Fischkons., Vereinsstr. 40a <box>1214 1314 1444 1330</box>
directory-entry: — R. W. H., Kutscher, Hammerbrookstrasse 64, H. 6, ✉ 15 <box>140 542 462 577</box>
directory-entry: Küfmann, Karl, Barbier, Rendsburgerstr. 1, ✉ 4 <box>856 1256 1158 1272</box>
directory-entry: — Moritz, Tischler, Hansdorferstr. 11 <box>140 484 379 500</box>
directory-entry: Küchel, Joh., Geschäftsf., alter Steinweg 35 ht., ✉ 3 <box>498 1507 828 1523</box>
directory-entry: ⊙ Kuckuck & Holdorf, IR., Kaffeemakler, BCto: Nordd. B., Bst: Kaffeeb., III, 3850, Sandthorquai 9, ✉ 1, Inh: Georg Kuckuck, hier u. Wilh. Holdorf, Altona <box>498 696 830 770</box>
directory-entry: — H., Tischler, Grenzstr. 17, ✉ 31 <box>498 1372 713 1388</box>
